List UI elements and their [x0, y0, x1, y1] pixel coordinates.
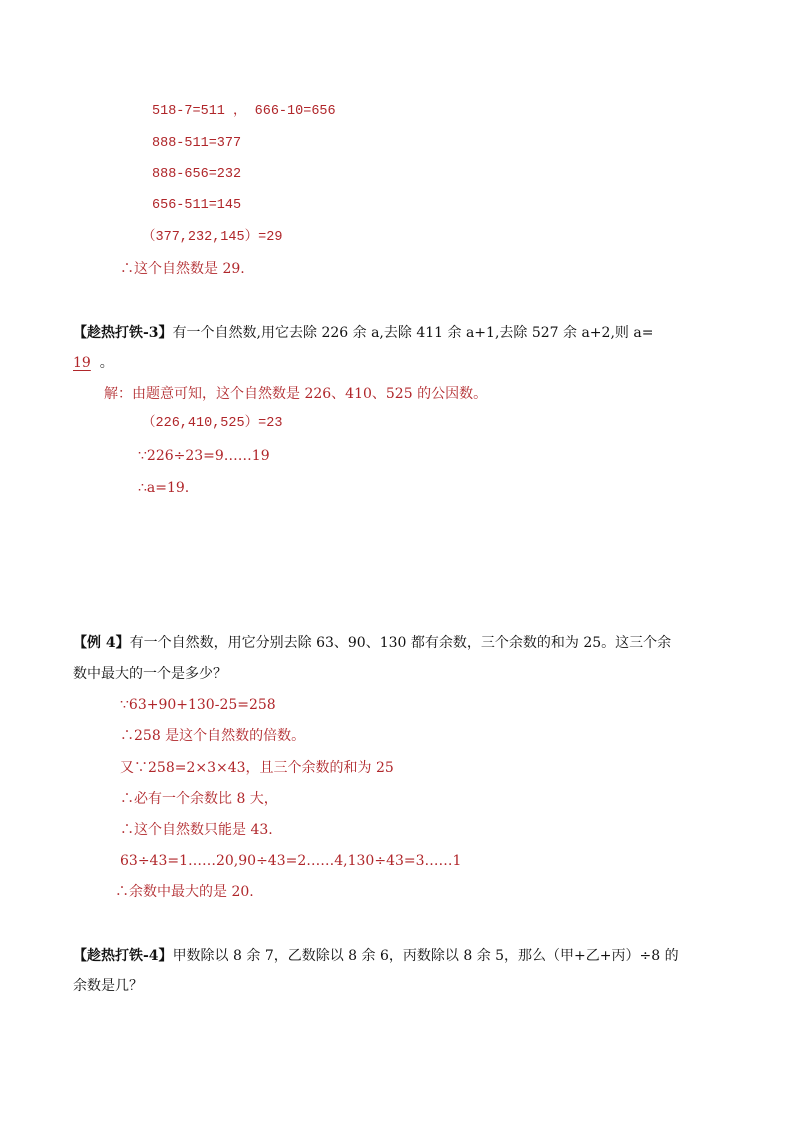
calc-line: ∴258 是这个自然数的倍数。: [120, 728, 306, 744]
solution-text: 由题意可知，这个自然数是 226、410、525 的公因数。: [132, 386, 488, 402]
conclusion-line: ∴这个自然数是 29.: [120, 261, 245, 277]
solution-label: 解：: [104, 386, 132, 402]
calc-line: 656-511=145: [152, 198, 242, 213]
problem-4-line2: 余数是几？: [73, 978, 143, 994]
calc-line: 888-656=232: [152, 167, 242, 182]
calc-line: 888-511=377: [152, 136, 242, 151]
calc-line: （226,410,525）=23: [142, 416, 283, 431]
conclusion-line: ∴余数中最大的是 20.: [115, 884, 254, 900]
calc-line: 63÷43=1……20,90÷43=2……4,130÷43=3……1: [120, 853, 462, 869]
answer-blank: 19: [73, 355, 91, 371]
calc-line: ∵226÷23=9……19: [138, 448, 270, 464]
solution-line: [104, 384, 487, 404]
calc-line: ∴必有一个余数比 8 大，: [120, 791, 278, 807]
problem-4-tag: 【趁热打铁-4】: [73, 948, 173, 964]
calc-line: （377,232,145）=29: [142, 230, 283, 245]
example-4-line2: 数中最大的一个是多少？: [73, 666, 227, 682]
calc-line: 又∵258=2×3×43，且三个余数的和为 25: [120, 760, 394, 776]
problem-3-line2: [73, 353, 114, 373]
conclusion-line: ∴a=19.: [138, 480, 190, 496]
problem-4-line1: [73, 946, 679, 966]
calc-line: 518-7=511 ， 666-10=656: [152, 104, 336, 119]
problem-3-line1: [73, 323, 653, 343]
example-4-line1: [73, 633, 671, 653]
calc-line: ∴这个自然数只能是 43.: [120, 822, 273, 838]
example-4-text: 有一个自然数，用它分别去除 63、90、130 都有余数，三个余数的和为 25。这三个余: [129, 635, 672, 651]
problem-4-text: 甲数除以 8 余 7，乙数除以 8 余 6，丙数除以 8 余 5，那么（甲+乙+丙）÷8 的: [172, 948, 679, 964]
calc-line: ∵63+90+130-25=258: [120, 697, 276, 713]
problem-3-text: 有一个自然数,用它去除 226 余 a,去除 411 余 a+1,去除 527 余 a+2,则 a=: [172, 325, 654, 341]
problem-3-end: 。: [99, 355, 114, 371]
example-4-tag: 【例 4】: [73, 635, 130, 651]
problem-3-tag: 【趁热打铁-3】: [73, 325, 173, 341]
